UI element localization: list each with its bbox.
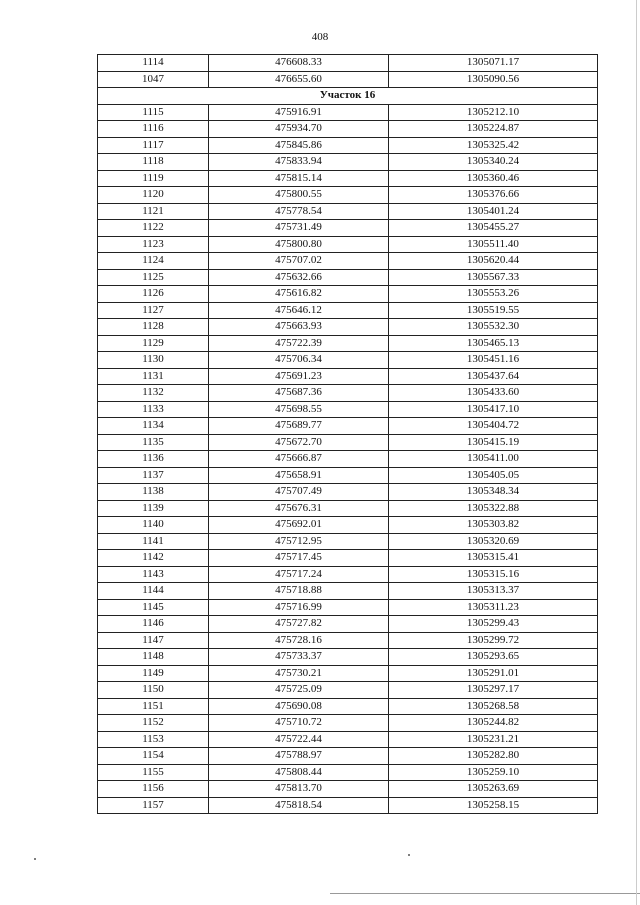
y-coordinate-cell: 1305340.24 <box>389 154 598 171</box>
y-coordinate-cell: 1305401.24 <box>389 203 598 220</box>
y-coordinate-cell: 1305519.55 <box>389 302 598 319</box>
x-coordinate-cell: 475718.88 <box>209 583 389 600</box>
point-number-cell: 1116 <box>98 121 209 138</box>
table-row <box>98 220 598 237</box>
y-coordinate-cell: 1305320.69 <box>389 533 598 550</box>
y-coordinate-cell: 1305244.82 <box>389 715 598 732</box>
x-coordinate-cell: 475730.21 <box>209 665 389 682</box>
table-row <box>98 352 598 369</box>
x-coordinate-cell: 475658.91 <box>209 467 389 484</box>
point-number-cell: 1114 <box>98 55 209 72</box>
point-number-cell: 1126 <box>98 286 209 303</box>
x-coordinate-cell: 475712.95 <box>209 533 389 550</box>
x-coordinate-cell: 475707.02 <box>209 253 389 270</box>
y-coordinate-cell: 1305325.42 <box>389 137 598 154</box>
x-coordinate-cell: 475676.31 <box>209 500 389 517</box>
table-row <box>98 385 598 402</box>
table-row <box>98 451 598 468</box>
x-coordinate-cell: 475815.14 <box>209 170 389 187</box>
point-number-cell: 1133 <box>98 401 209 418</box>
y-coordinate-cell: 1305348.34 <box>389 484 598 501</box>
x-coordinate-cell: 475717.24 <box>209 566 389 583</box>
x-coordinate-cell: 476655.60 <box>209 71 389 88</box>
table-row <box>98 632 598 649</box>
table-row <box>98 154 598 171</box>
point-number-cell: 1138 <box>98 484 209 501</box>
point-number-cell: 1157 <box>98 797 209 814</box>
table-row <box>98 484 598 501</box>
table-row <box>98 434 598 451</box>
x-coordinate-cell: 475800.55 <box>209 187 389 204</box>
table-row <box>98 401 598 418</box>
table-row <box>98 236 598 253</box>
x-coordinate-cell: 475691.23 <box>209 368 389 385</box>
table-row <box>98 764 598 781</box>
x-coordinate-cell: 475672.70 <box>209 434 389 451</box>
y-coordinate-cell: 1305620.44 <box>389 253 598 270</box>
table-row <box>98 302 598 319</box>
table-row <box>98 187 598 204</box>
table-row <box>98 781 598 798</box>
table-row <box>98 682 598 699</box>
y-coordinate-cell: 1305411.00 <box>389 451 598 468</box>
table-row <box>98 748 598 765</box>
x-coordinate-cell: 475687.36 <box>209 385 389 402</box>
point-number-cell: 1144 <box>98 583 209 600</box>
table-row <box>98 550 598 567</box>
point-number-cell: 1147 <box>98 632 209 649</box>
table-row <box>98 269 598 286</box>
x-coordinate-cell: 475788.97 <box>209 748 389 765</box>
point-number-cell: 1122 <box>98 220 209 237</box>
point-number-cell: 1143 <box>98 566 209 583</box>
point-number-cell: 1152 <box>98 715 209 732</box>
point-number-cell: 1132 <box>98 385 209 402</box>
x-coordinate-cell: 475778.54 <box>209 203 389 220</box>
table-row <box>98 731 598 748</box>
table-row <box>98 715 598 732</box>
y-coordinate-cell: 1305259.10 <box>389 764 598 781</box>
y-coordinate-cell: 1305437.64 <box>389 368 598 385</box>
x-coordinate-cell: 475800.80 <box>209 236 389 253</box>
x-coordinate-cell: 475728.16 <box>209 632 389 649</box>
table-row <box>98 467 598 484</box>
point-number-cell: 1153 <box>98 731 209 748</box>
x-coordinate-cell: 476608.33 <box>209 55 389 72</box>
table-row <box>98 137 598 154</box>
y-coordinate-cell: 1305405.05 <box>389 467 598 484</box>
table-body-before <box>98 55 598 88</box>
y-coordinate-cell: 1305315.16 <box>389 566 598 583</box>
table-row <box>98 500 598 517</box>
x-coordinate-cell: 475646.12 <box>209 302 389 319</box>
point-number-cell: 1141 <box>98 533 209 550</box>
scan-speck <box>408 854 410 856</box>
point-number-cell: 1139 <box>98 500 209 517</box>
point-number-cell: 1118 <box>98 154 209 171</box>
x-coordinate-cell: 475717.45 <box>209 550 389 567</box>
x-coordinate-cell: 475833.94 <box>209 154 389 171</box>
y-coordinate-cell: 1305433.60 <box>389 385 598 402</box>
y-coordinate-cell: 1305299.43 <box>389 616 598 633</box>
y-coordinate-cell: 1305263.69 <box>389 781 598 798</box>
x-coordinate-cell: 475707.49 <box>209 484 389 501</box>
x-coordinate-cell: 475689.77 <box>209 418 389 435</box>
y-coordinate-cell: 1305360.46 <box>389 170 598 187</box>
y-coordinate-cell: 1305282.80 <box>389 748 598 765</box>
x-coordinate-cell: 475722.44 <box>209 731 389 748</box>
table-row <box>98 253 598 270</box>
table-row <box>98 71 598 88</box>
table-row <box>98 797 598 814</box>
y-coordinate-cell: 1305311.23 <box>389 599 598 616</box>
table-row <box>98 533 598 550</box>
point-number-cell: 1134 <box>98 418 209 435</box>
section-title: Участок 16 <box>98 88 598 105</box>
point-number-cell: 1154 <box>98 748 209 765</box>
x-coordinate-cell: 475727.82 <box>209 616 389 633</box>
y-coordinate-cell: 1305071.17 <box>389 55 598 72</box>
point-number-cell: 1121 <box>98 203 209 220</box>
y-coordinate-cell: 1305567.33 <box>389 269 598 286</box>
y-coordinate-cell: 1305532.30 <box>389 319 598 336</box>
x-coordinate-cell: 475692.01 <box>209 517 389 534</box>
point-number-cell: 1115 <box>98 104 209 121</box>
y-coordinate-cell: 1305465.13 <box>389 335 598 352</box>
x-coordinate-cell: 475813.70 <box>209 781 389 798</box>
point-number-cell: 1119 <box>98 170 209 187</box>
x-coordinate-cell: 475916.91 <box>209 104 389 121</box>
section-row <box>98 88 598 105</box>
point-number-cell: 1128 <box>98 319 209 336</box>
x-coordinate-cell: 475706.34 <box>209 352 389 369</box>
point-number-cell: 1150 <box>98 682 209 699</box>
point-number-cell: 1146 <box>98 616 209 633</box>
x-coordinate-cell: 475698.55 <box>209 401 389 418</box>
point-number-cell: 1123 <box>98 236 209 253</box>
table-body-after <box>98 104 598 814</box>
y-coordinate-cell: 1305224.87 <box>389 121 598 138</box>
y-coordinate-cell: 1305322.88 <box>389 500 598 517</box>
scan-edge-line <box>330 893 640 894</box>
y-coordinate-cell: 1305415.19 <box>389 434 598 451</box>
table-row <box>98 121 598 138</box>
x-coordinate-cell: 475731.49 <box>209 220 389 237</box>
point-number-cell: 1127 <box>98 302 209 319</box>
section-header <box>98 88 598 105</box>
y-coordinate-cell: 1305291.01 <box>389 665 598 682</box>
y-coordinate-cell: 1305451.16 <box>389 352 598 369</box>
point-number-cell: 1136 <box>98 451 209 468</box>
x-coordinate-cell: 475818.54 <box>209 797 389 814</box>
y-coordinate-cell: 1305212.10 <box>389 104 598 121</box>
y-coordinate-cell: 1305231.21 <box>389 731 598 748</box>
point-number-cell: 1137 <box>98 467 209 484</box>
y-coordinate-cell: 1305293.65 <box>389 649 598 666</box>
scan-speck <box>34 858 36 860</box>
point-number-cell: 1047 <box>98 71 209 88</box>
table-row <box>98 170 598 187</box>
point-number-cell: 1135 <box>98 434 209 451</box>
table-row <box>98 368 598 385</box>
coordinates-table <box>97 54 598 814</box>
x-coordinate-cell: 475690.08 <box>209 698 389 715</box>
x-coordinate-cell: 475666.87 <box>209 451 389 468</box>
page-number: 408 <box>311 31 329 43</box>
table-row <box>98 418 598 435</box>
table-row <box>98 517 598 534</box>
table-row <box>98 583 598 600</box>
point-number-cell: 1120 <box>98 187 209 204</box>
y-coordinate-cell: 1305268.58 <box>389 698 598 715</box>
y-coordinate-cell: 1305313.37 <box>389 583 598 600</box>
x-coordinate-cell: 475710.72 <box>209 715 389 732</box>
y-coordinate-cell: 1305511.40 <box>389 236 598 253</box>
point-number-cell: 1156 <box>98 781 209 798</box>
x-coordinate-cell: 475663.93 <box>209 319 389 336</box>
x-coordinate-cell: 475934.70 <box>209 121 389 138</box>
x-coordinate-cell: 475725.09 <box>209 682 389 699</box>
x-coordinate-cell: 475716.99 <box>209 599 389 616</box>
point-number-cell: 1130 <box>98 352 209 369</box>
point-number-cell: 1155 <box>98 764 209 781</box>
x-coordinate-cell: 475616.82 <box>209 286 389 303</box>
scan-edge-line <box>636 0 637 905</box>
table-row <box>98 104 598 121</box>
y-coordinate-cell: 1305297.17 <box>389 682 598 699</box>
y-coordinate-cell: 1305455.27 <box>389 220 598 237</box>
point-number-cell: 1131 <box>98 368 209 385</box>
point-number-cell: 1149 <box>98 665 209 682</box>
table-row <box>98 319 598 336</box>
table-row <box>98 566 598 583</box>
x-coordinate-cell: 475845.86 <box>209 137 389 154</box>
x-coordinate-cell: 475722.39 <box>209 335 389 352</box>
y-coordinate-cell: 1305404.72 <box>389 418 598 435</box>
y-coordinate-cell: 1305299.72 <box>389 632 598 649</box>
point-number-cell: 1124 <box>98 253 209 270</box>
x-coordinate-cell: 475808.44 <box>209 764 389 781</box>
table-row <box>98 698 598 715</box>
table-row <box>98 335 598 352</box>
y-coordinate-cell: 1305090.56 <box>389 71 598 88</box>
y-coordinate-cell: 1305417.10 <box>389 401 598 418</box>
y-coordinate-cell: 1305553.26 <box>389 286 598 303</box>
y-coordinate-cell: 1305258.15 <box>389 797 598 814</box>
table-row <box>98 649 598 666</box>
point-number-cell: 1145 <box>98 599 209 616</box>
table-row <box>98 203 598 220</box>
y-coordinate-cell: 1305315.41 <box>389 550 598 567</box>
point-number-cell: 1142 <box>98 550 209 567</box>
table-row <box>98 599 598 616</box>
point-number-cell: 1148 <box>98 649 209 666</box>
point-number-cell: 1125 <box>98 269 209 286</box>
table-row <box>98 286 598 303</box>
point-number-cell: 1151 <box>98 698 209 715</box>
table-row <box>98 616 598 633</box>
point-number-cell: 1129 <box>98 335 209 352</box>
y-coordinate-cell: 1305376.66 <box>389 187 598 204</box>
point-number-cell: 1140 <box>98 517 209 534</box>
x-coordinate-cell: 475733.37 <box>209 649 389 666</box>
point-number-cell: 1117 <box>98 137 209 154</box>
y-coordinate-cell: 1305303.82 <box>389 517 598 534</box>
x-coordinate-cell: 475632.66 <box>209 269 389 286</box>
table-row <box>98 55 598 72</box>
table-row <box>98 665 598 682</box>
